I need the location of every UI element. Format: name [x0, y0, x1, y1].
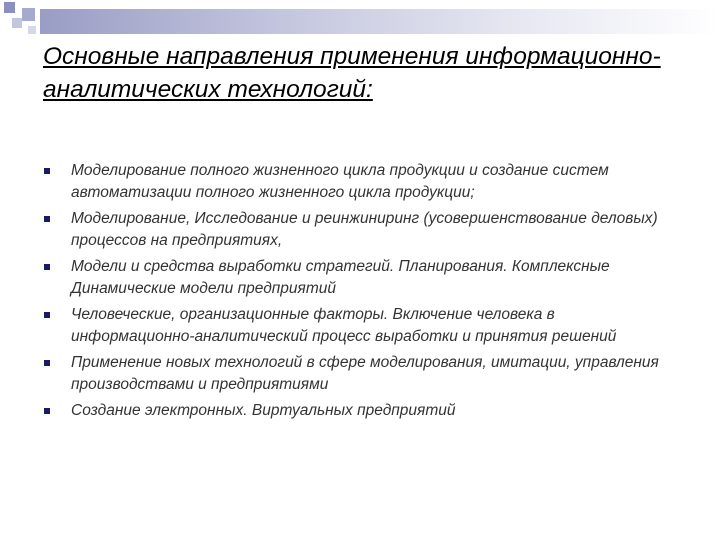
square-bullet-icon [44, 360, 50, 366]
square-bullet-icon [44, 216, 50, 222]
list-item [44, 352, 674, 395]
list-item-text: Моделирование полного жизненного цикла продукции и создание систем автоматизации полного жизненного цикла продукции; [71, 162, 609, 201]
square-bullet-icon [44, 264, 50, 270]
list-item-text: Модели и средства выработки стратегий. Планирования. Комплексные Динамические модели предприятий [71, 258, 610, 297]
slide-title: Основные направления применения информационно-аналитических технологий: [43, 43, 661, 103]
list-item-text: Человеческие, организационные факторы. Включение человека в информационно-аналитический процесс выработки и принятия решений [71, 306, 617, 345]
square-bullet-icon [44, 408, 50, 414]
decorative-square [4, 2, 15, 13]
square-bullet-icon [44, 168, 50, 174]
list-item [44, 160, 674, 203]
bullet-list [44, 160, 674, 427]
list-item-text: Моделирование, Исследование и реинжиниринг (усовершенствование деловых) процессов на предприятиях, [71, 210, 658, 249]
list-item-text: Применение новых технологий в сфере моделирования, имитации, управления производствами и предприятиями [71, 354, 659, 393]
list-item [44, 208, 674, 251]
decorative-square [12, 18, 22, 28]
header-gradient-band [40, 9, 720, 34]
list-item [44, 400, 674, 422]
list-item-text: Создание электронных. Виртуальных предприятий [71, 402, 456, 419]
list-item [44, 256, 674, 299]
list-item [44, 304, 674, 347]
decorative-square [22, 8, 35, 21]
decorative-square [28, 26, 36, 34]
square-bullet-icon [44, 312, 50, 318]
